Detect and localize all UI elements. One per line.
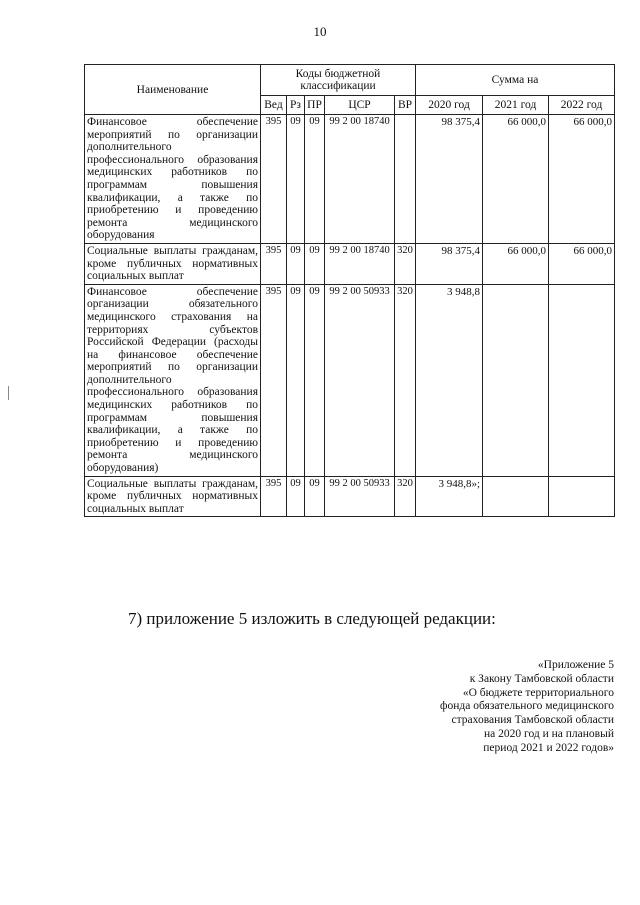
table-body — [85, 115, 615, 517]
header-rz: Рз — [287, 96, 305, 115]
row-ved: 395 — [261, 243, 287, 284]
row-name: Финансовое обеспечение мероприятий по организации дополнительного профессионального образования медицинских работников по программам повышения квалификации, а также по приобретению и проведению ремонта медицинского оборудования — [85, 115, 261, 244]
header-csr: ЦСР — [325, 96, 395, 115]
table-row — [85, 476, 615, 517]
row-2020: 98 375,4 — [416, 115, 483, 244]
row-rz: 09 — [287, 115, 305, 244]
header-name: Наименование — [85, 65, 261, 115]
header-sum-group: Сумма на — [416, 65, 615, 96]
appendix-line: на 2020 год и на плановый — [484, 727, 614, 740]
page-number: 10 — [313, 24, 327, 39]
table-row — [85, 284, 615, 476]
budget-table — [84, 64, 615, 517]
header-2020: 2020 год — [416, 96, 483, 115]
appendix-line: «О бюджете территориального — [462, 686, 614, 699]
row-pr: 09 — [305, 284, 325, 476]
table-header — [85, 65, 615, 115]
row-csr: 99 2 00 50933 — [325, 476, 395, 517]
row-csr: 99 2 00 18740 — [325, 243, 395, 284]
appendix-line: «Приложение 5 — [537, 659, 614, 671]
margin-mark — [8, 386, 11, 400]
header-ved: Вед — [261, 96, 287, 115]
row-pr: 09 — [305, 115, 325, 244]
row-ved: 395 — [261, 115, 287, 244]
row-vr: 320 — [395, 476, 416, 517]
appendix-header — [440, 659, 614, 756]
row-2021 — [483, 284, 549, 476]
row-ved: 395 — [261, 284, 287, 476]
row-csr: 99 2 00 50933 — [325, 284, 395, 476]
row-2020: 3 948,8 — [416, 284, 483, 476]
row-rz: 09 — [287, 243, 305, 284]
row-rz: 09 — [287, 284, 305, 476]
table-row — [85, 243, 615, 284]
appendix-line: к Закону Тамбовской области — [469, 672, 614, 685]
appendix-line: страхования Тамбовской области — [451, 714, 614, 727]
header-2022: 2022 год — [549, 96, 615, 115]
row-2020: 98 375,4 — [416, 243, 483, 284]
row-pr: 09 — [305, 243, 325, 284]
row-vr: 320 — [395, 243, 416, 284]
header-codes-group: Коды бюджетной классификации — [261, 65, 416, 96]
row-pr: 09 — [305, 476, 325, 517]
row-2021: 66 000,0 — [483, 115, 549, 244]
row-2022 — [549, 476, 615, 517]
row-2021: 66 000,0 — [483, 243, 549, 284]
row-2020: 3 948,8»; — [416, 476, 483, 517]
item-7-text: 7) приложение 5 изложить в следующей редакции: — [128, 609, 496, 628]
row-rz: 09 — [287, 476, 305, 517]
row-2021 — [483, 476, 549, 517]
row-name: Финансовое обеспечение организации обязательного медицинского страхования на территориях субъектов Российской Федерации (расходы на финансовое обеспечение мероприятий по организации дополнительного профессионального образования медицинских работников по программам повышения квалификации, а также по приобретению и проведению ремонта медицинского оборудования) — [85, 284, 261, 476]
row-2022: 66 000,0 — [549, 243, 615, 284]
row-name: Социальные выплаты гражданам, кроме публичных нормативных социальных выплат — [85, 243, 261, 284]
header-pr: ПР — [305, 96, 325, 115]
row-csr: 99 2 00 18740 — [325, 115, 395, 244]
appendix-line: фонда обязательного медицинского — [440, 700, 614, 713]
appendix-line: период 2021 и 2022 годов» — [483, 741, 614, 754]
row-ved: 395 — [261, 476, 287, 517]
row-2022: 66 000,0 — [549, 115, 615, 244]
row-2022 — [549, 284, 615, 476]
header-vr: ВР — [395, 96, 416, 115]
row-vr — [395, 115, 416, 244]
row-name: Социальные выплаты гражданам, кроме публичных нормативных социальных выплат — [85, 476, 261, 517]
row-vr: 320 — [395, 284, 416, 476]
header-2021: 2021 год — [483, 96, 549, 115]
table-row — [85, 115, 615, 244]
